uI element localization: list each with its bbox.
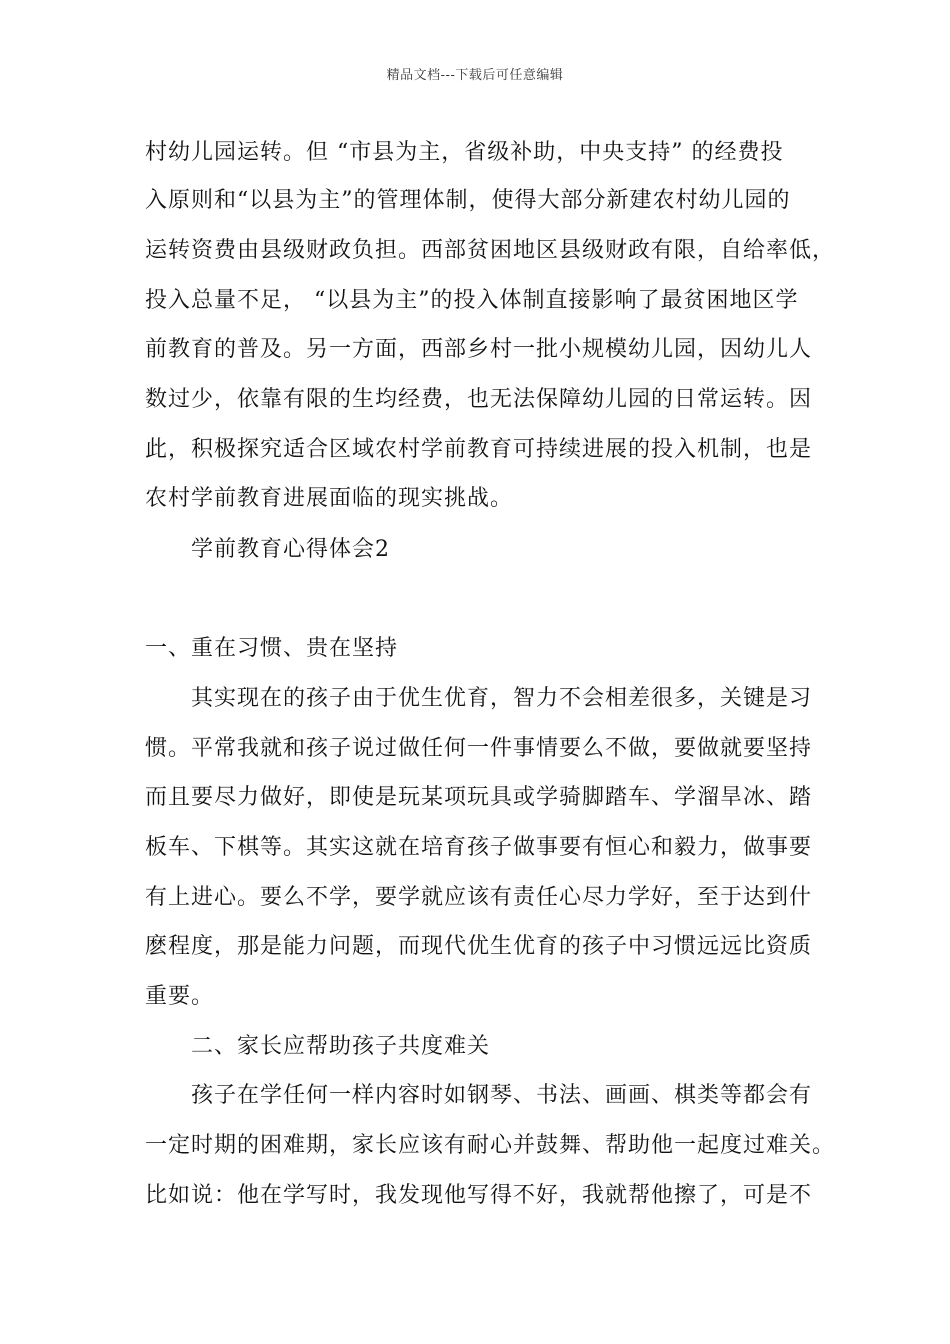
text-line: 而且要尽力做好，即使是玩某项玩具或学骑脚踏车、学溜旱冰、踏	[145, 785, 813, 810]
heading-1: 一、重在习惯、贵在坚持	[145, 636, 399, 661]
page-header: 精品文档---下载后可任意编辑	[386, 68, 564, 83]
text-line: 数过少，依靠有限的生均经费，也无法保障幼儿园的日常运转。因	[145, 387, 813, 412]
text-line: 前教育的普及。另一方面，西部乡村一批小规模幼儿园，因幼儿人	[145, 337, 813, 362]
text-line: 比如说：他在学写时，我发现他写得不好，我就帮他擦了，可是不	[145, 1183, 813, 1208]
text-line: 麽程度，那是能力问题，而现代优生优育的孩子中习惯远远比资质	[145, 934, 813, 959]
text-line: 其实现在的孩子由于优生优育，智力不会相差很多，关键是习	[191, 686, 813, 711]
section-title: 学前教育心得体会2	[191, 537, 390, 562]
text-line: 有上进心。要么不学，要学就应该有责任心尽力学好，至于达到什	[145, 885, 813, 910]
text-line: 孩子在学任何一样内容时如钢琴、书法、画画、棋类等都会有	[191, 1083, 813, 1108]
heading-2: 二、家长应帮助孩子共度难关	[191, 1034, 491, 1059]
text-line: 村幼儿园运转。但 “市县为主，省级补助，中央支持” 的经费投	[145, 140, 784, 165]
text-line: 投入总量不足， “以县为主”的投入体制直接影响了最贫困地区学	[145, 288, 799, 313]
text-line: 此，积极探究适合区域农村学前教育可持续进展的投入机制，也是	[145, 437, 813, 462]
text-line: 农村学前教育进展面临的现实挑战。	[145, 486, 514, 511]
text-line: 重要。	[145, 984, 215, 1009]
text-line: 运转资费由县级财政负担。西部贫困地区县级财政有限，自给率低，	[145, 238, 836, 263]
text-line: 板车、下棋等。其实这就在培育孩子做事要有恒心和毅力，做事要	[145, 835, 813, 860]
text-line: 一定时期的困难期，家长应该有耐心并鼓舞、帮助他一起度过难关。	[145, 1133, 836, 1158]
text-line: 惯。平常我就和孩子说过做任何一件事情要么不做，要做就要坚持	[145, 736, 813, 761]
text-line: 入原则和“以县为主”的管理体制，使得大部分新建农村幼儿园的	[145, 188, 791, 213]
